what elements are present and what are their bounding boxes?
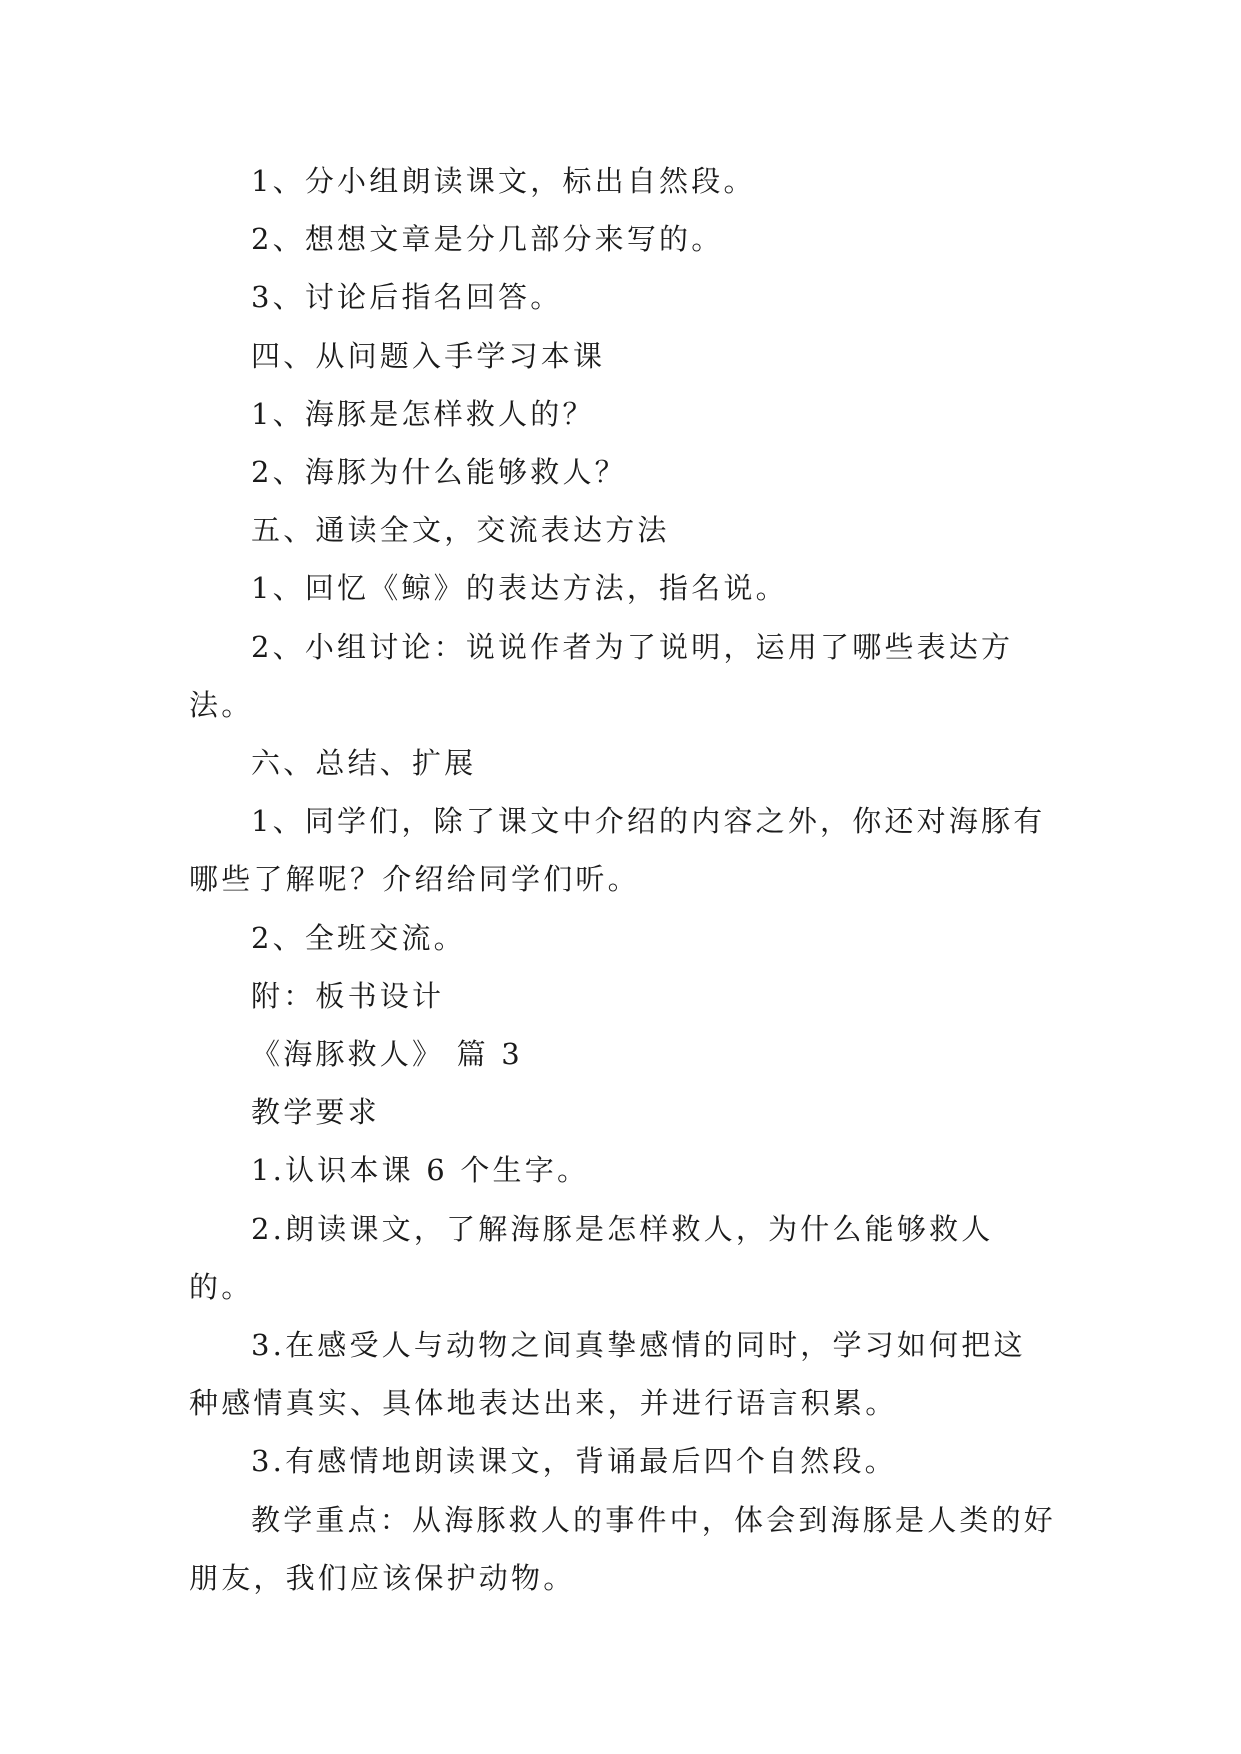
section-heading: 四、从问题入手学习本课 (251, 338, 606, 373)
paragraph: 附：板书设计 (251, 978, 445, 1013)
section-heading: 教学要求 (251, 1095, 380, 1130)
paragraph: 1、分小组朗读课文，标出自然段。 (251, 164, 756, 198)
paragraph: 1、海豚是怎样救人的？ (251, 396, 595, 431)
paragraph: 2、全班交流。 (251, 920, 466, 955)
paragraph: 3.有感情地朗读课文，背诵最后四个自然段。 (251, 1444, 897, 1479)
paragraph: 2、海豚为什么能够救人？ (251, 455, 627, 490)
paragraph: 2、小组讨论：说说作者为了说明，运用了哪些表达方法。 (189, 629, 1014, 722)
paragraph: 3、讨论后指名回答。 (251, 280, 563, 315)
section-heading: 六、总结、扩展 (251, 746, 477, 781)
paragraph: 1、同学们，除了课文中介绍的内容之外，你还对海豚有哪些了解呢？介绍给同学们听。 (189, 804, 1046, 897)
paragraph: 3.在感受人与动物之间真挚感情的同时，学习如何把这种感情真实、具体地表达出来，并进行语言积累。 (189, 1328, 1026, 1421)
paragraph: 1.认识本课 6 个生字。 (251, 1153, 590, 1188)
document-body (189, 152, 1057, 1607)
paragraph: 1、回忆《鲸》的表达方法，指名说。 (251, 571, 788, 606)
paragraph: 2.朗读课文，了解海豚是怎样救人，为什么能够救人的。 (189, 1211, 994, 1304)
article-title: 《海豚救人》 篇 3 (251, 1037, 523, 1072)
section-heading: 五、通读全文，交流表达方法 (251, 513, 670, 548)
paragraph: 教学重点：从海豚救人的事件中，体会到海豚是人类的好朋友，我们应该保护动物。 (189, 1502, 1057, 1595)
paragraph: 2、想想文章是分几部分来写的。 (251, 222, 724, 257)
